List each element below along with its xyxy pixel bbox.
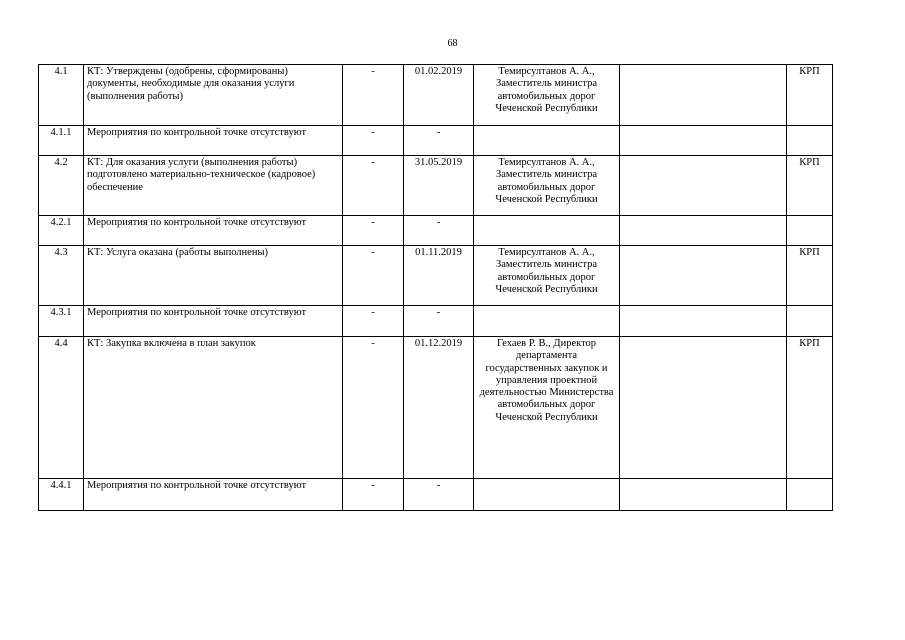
row-start-date: -	[343, 65, 404, 126]
row-end-date: -	[404, 479, 474, 511]
row-name: Мероприятия по контрольной точке отсутствуют	[84, 479, 343, 511]
table-row	[39, 479, 833, 511]
row-result	[620, 337, 787, 479]
row-name: КТ: Для оказания услуги (выполнения работы) подготовлено материально-техническое (кадровое) обеспечение	[84, 156, 343, 216]
row-number: 4.4	[39, 337, 84, 479]
row-start-date: -	[343, 479, 404, 511]
table-row	[39, 306, 833, 337]
row-result	[620, 65, 787, 126]
row-end-date: -	[404, 306, 474, 337]
row-responsible: Темирсултанов А. А., Заместитель министра автомобильных дорог Чеченской Республики	[474, 65, 620, 126]
row-responsible: Темирсултанов А. А., Заместитель министра автомобильных дорог Чеченской Республики	[474, 246, 620, 306]
row-control-level	[787, 479, 833, 511]
control-points-table	[38, 64, 833, 511]
row-control-level: КРП	[787, 246, 833, 306]
table-row	[39, 65, 833, 126]
row-start-date: -	[343, 156, 404, 216]
row-end-date: -	[404, 126, 474, 156]
table-row	[39, 337, 833, 479]
row-responsible	[474, 216, 620, 246]
row-end-date: 31.05.2019	[404, 156, 474, 216]
row-control-level: КРП	[787, 337, 833, 479]
row-responsible: Темирсултанов А. А., Заместитель министра автомобильных дорог Чеченской Республики	[474, 156, 620, 216]
table-row	[39, 216, 833, 246]
row-control-level: КРП	[787, 65, 833, 126]
row-control-level	[787, 306, 833, 337]
row-name: Мероприятия по контрольной точке отсутствуют	[84, 126, 343, 156]
row-end-date: 01.02.2019	[404, 65, 474, 126]
row-number: 4.3	[39, 246, 84, 306]
row-responsible	[474, 479, 620, 511]
table-row	[39, 126, 833, 156]
row-result	[620, 156, 787, 216]
row-responsible	[474, 306, 620, 337]
row-number: 4.1.1	[39, 126, 84, 156]
table-row	[39, 246, 833, 306]
row-name: КТ: Утверждены (одобрены, сформированы) документы, необходимые для оказания услуги (выполнения работы)	[84, 65, 343, 126]
row-result	[620, 479, 787, 511]
row-number: 4.4.1	[39, 479, 84, 511]
row-name: Мероприятия по контрольной точке отсутствуют	[84, 306, 343, 337]
row-number: 4.1	[39, 65, 84, 126]
row-start-date: -	[343, 306, 404, 337]
row-result	[620, 246, 787, 306]
row-start-date: -	[343, 126, 404, 156]
row-start-date: -	[343, 216, 404, 246]
row-end-date: 01.11.2019	[404, 246, 474, 306]
row-name: КТ: Закупка включена в план закупок	[84, 337, 343, 479]
row-number: 4.3.1	[39, 306, 84, 337]
row-name: Мероприятия по контрольной точке отсутствуют	[84, 216, 343, 246]
row-control-level: КРП	[787, 156, 833, 216]
row-result	[620, 306, 787, 337]
row-start-date: -	[343, 246, 404, 306]
row-start-date: -	[343, 337, 404, 479]
row-result	[620, 126, 787, 156]
row-number: 4.2	[39, 156, 84, 216]
row-responsible	[474, 126, 620, 156]
row-end-date: 01.12.2019	[404, 337, 474, 479]
page-number: 68	[447, 38, 458, 49]
row-name: КТ: Услуга оказана (работы выполнены)	[84, 246, 343, 306]
row-responsible: Гехаев Р. В., Директор департамента государственных закупок и управления проектной деятельностью Министерства автомобильных дорог Чеченской Республики	[474, 337, 620, 479]
row-control-level	[787, 126, 833, 156]
table-row	[39, 156, 833, 216]
row-end-date: -	[404, 216, 474, 246]
row-control-level	[787, 216, 833, 246]
row-number: 4.2.1	[39, 216, 84, 246]
row-result	[620, 216, 787, 246]
